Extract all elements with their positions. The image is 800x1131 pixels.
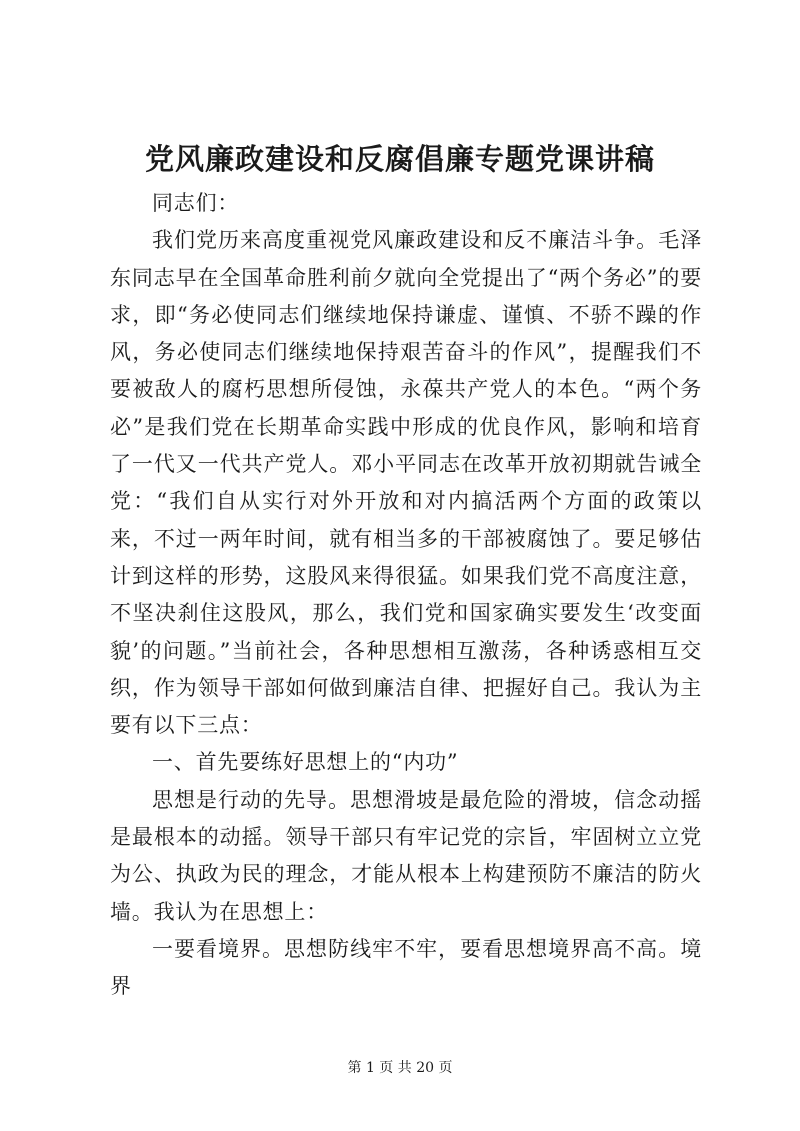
document-body	[110, 185, 702, 1006]
salutation-paragraph: 同志们：	[152, 191, 240, 215]
body-paragraph: 一要看境界。思想防线牢不牢，要看思想境界高不高。境界	[110, 936, 702, 999]
body-paragraph: 我们党历来高度重视党风廉政建设和反不廉洁斗争。毛泽东同志早在全国革命胜利前夕就向全党提出了“两个务必”的要求，即“务必使同志们继续地保持谦虚、谨慎、不骄不躁的作风，务必使同志们继续地保持艰苦奋斗的作风”，提醒我们不要被敌人的腐朽思想所侵蚀，永葆共产党人的本色。“两个务必”是我们党在长期革命实践中形成的优良作风，影响和培育了一代又一代共产党人。邓小平同志在改革开放初期就告诫全党：“我们自从实行对外开放和对内搞活两个方面的政策以来，不过一两年时间，就有相当多的干部被腐蚀了。要足够估计到这样的形势，这股风来得很猛。如果我们党不高度注意，不坚决刹住这股风，那么，我们党和国家确实要发生‘改变面貌’的问题。”当前社会，各种思想相互激荡，各种诱惑相互交织，作为领导干部如何做到廉洁自律、把握好自己。我认为主要有以下三点：	[110, 228, 702, 738]
page-number-footer: 第 1 页 共 20 页	[347, 1060, 453, 1076]
body-paragraph: 思想是行动的先导。思想滑坡是最危险的滑坡，信念动摇是最根本的动摇。领导干部只有牢记党的宗旨，牢固树立立党为公、执政为民的理念，才能从根本上构建预防不廉洁的防火墙。我认为在思想上：	[110, 787, 702, 924]
page-title: 党风廉政建设和反腐倡廉专题党课讲稿	[144, 142, 655, 176]
section-heading: 一、首先要练好思想上的“内功”	[152, 750, 459, 775]
